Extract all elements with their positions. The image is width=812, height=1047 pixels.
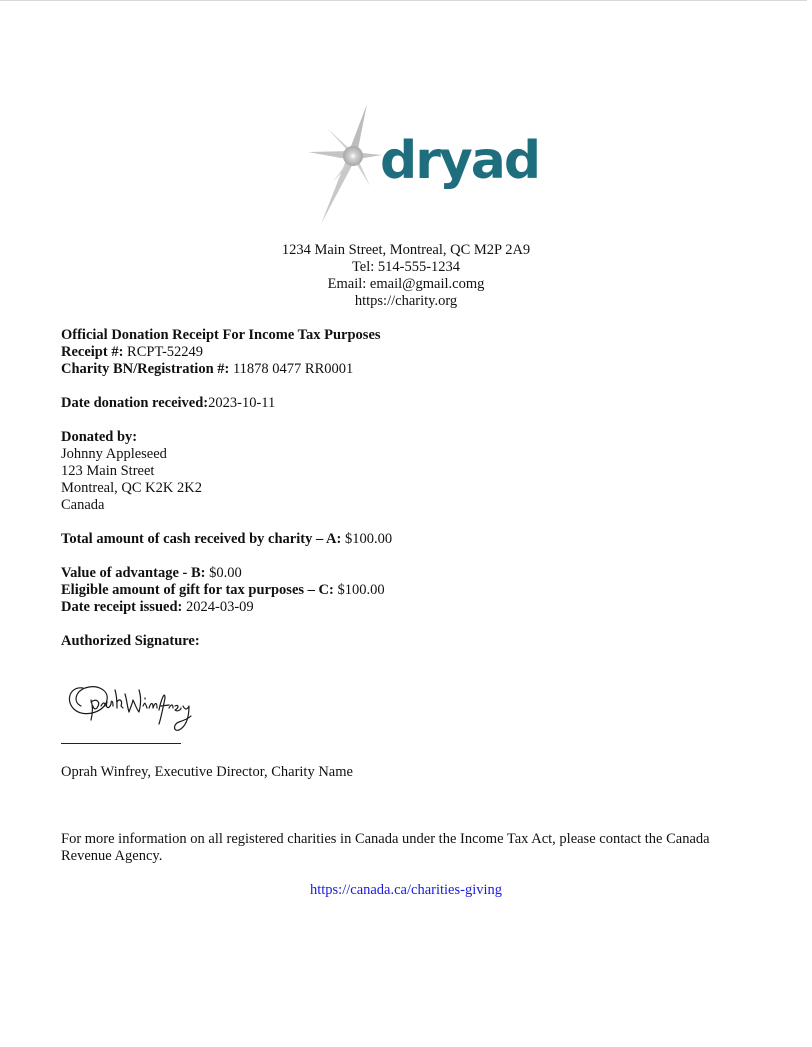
charity-registration: Charity BN/Registration #: 11878 0477 RR0001 xyxy=(61,361,354,377)
charity-address-block xyxy=(0,242,812,310)
date-received: Date donation received:2023-10-11 xyxy=(61,395,276,411)
date-issued: Date receipt issued: 2024-03-09 xyxy=(61,599,254,615)
donor-name: Johnny Appleseed xyxy=(61,446,167,462)
footer-info-text: For more information on all registered charities in Canada under the Income Tax Act, please contact the Canada Revenue Agency. xyxy=(61,831,710,864)
phone-number: Tel: 514-555-1234 xyxy=(351,259,461,275)
star-icon xyxy=(300,100,540,228)
page-top-border xyxy=(0,0,807,1)
advantage-amount: Value of advantage - B: $0.00 xyxy=(61,565,242,581)
receipt-body xyxy=(61,327,751,650)
signature-line xyxy=(61,743,181,744)
donor-city: Montreal, QC K2K 2K2 xyxy=(61,480,202,496)
email-address: Email: email@gmail.comg xyxy=(327,276,485,292)
signer-name: Oprah Winfrey, Executive Director, Charity Name xyxy=(61,764,353,780)
logo-wordmark: dryad xyxy=(380,131,540,191)
signature-label: Authorized Signature: xyxy=(61,633,200,649)
street-address: 1234 Main Street, Montreal, QC M2P 2A9 xyxy=(281,242,531,258)
donor-country: Canada xyxy=(61,497,105,513)
handwritten-signature xyxy=(61,672,201,744)
total-cash-amount: Total amount of cash received by charity – A: $100.00 xyxy=(61,531,393,547)
donor-street: 123 Main Street xyxy=(61,463,155,479)
eligible-amount: Eligible amount of gift for tax purposes – C: $100.00 xyxy=(61,582,385,598)
website-url: https://charity.org xyxy=(354,293,458,309)
donor-label: Donated by: xyxy=(61,429,138,445)
cra-charities-link[interactable]: https://canada.ca/charities-giving xyxy=(309,882,503,898)
receipt-number: Receipt #: RCPT-52249 xyxy=(61,344,204,360)
dryad-logo xyxy=(300,100,540,228)
receipt-title: Official Donation Receipt For Income Tax Purposes xyxy=(61,327,381,343)
